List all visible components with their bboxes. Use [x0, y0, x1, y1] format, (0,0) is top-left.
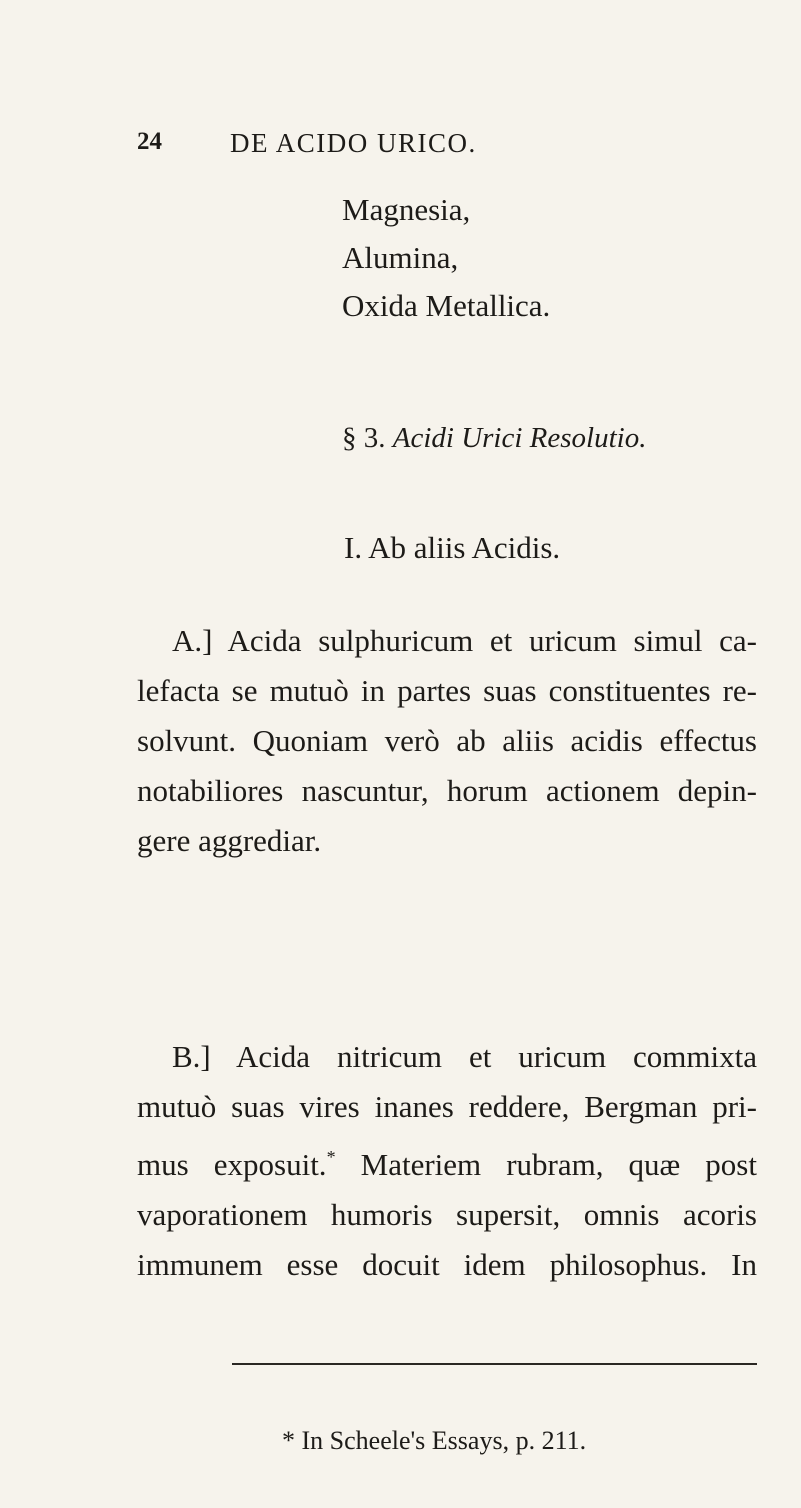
list-item: Magnesia, — [342, 192, 471, 227]
section-number: § 3. — [342, 422, 386, 454]
paragraph-a — [137, 616, 757, 866]
text-line: gere aggrediar. — [137, 823, 322, 858]
section-title: Acidi Urici Resolutio. — [392, 422, 647, 454]
text-line: B.] Acida nitricum et uricum commixta — [172, 1039, 757, 1074]
list-item: Alumina, — [342, 240, 459, 275]
text-line: vaporationem humoris supersit, omnis acoris — [137, 1197, 757, 1232]
text-line: notabiliores nascuntur, horum actionem depin- — [137, 773, 757, 808]
text-fragment: Materiem rubram, quæ post — [335, 1147, 757, 1182]
text-line: solvunt. Quoniam verò ab aliis acidis effectus — [137, 723, 757, 758]
substance-list — [342, 186, 550, 330]
paragraph-b — [137, 1032, 757, 1290]
text-line: lefacta se mutuò in partes suas constituentes re- — [137, 673, 757, 708]
text-fragment: mus exposuit. — [137, 1147, 327, 1182]
subsection-heading: I. Ab aliis Acidis. — [344, 530, 561, 565]
text-line: mutuò suas vires inanes reddere, Bergman pri- — [137, 1089, 757, 1124]
footnote-rule — [232, 1363, 757, 1365]
text-line-with-footnote — [137, 1132, 757, 1190]
list-item: Oxida Metallica. — [342, 288, 551, 323]
section-heading — [342, 422, 646, 455]
footnote: * In Scheele's Essays, p. 211. — [282, 1426, 587, 1455]
text-line: A.] Acida sulphuricum et uricum simul ca- — [172, 623, 757, 658]
footnote-marker: * — [326, 1147, 336, 1167]
page-number: 24 — [137, 128, 162, 155]
running-title: DE ACIDO URICO. — [230, 128, 477, 158]
text-line: immunem esse docuit idem philosophus. In — [137, 1247, 757, 1282]
